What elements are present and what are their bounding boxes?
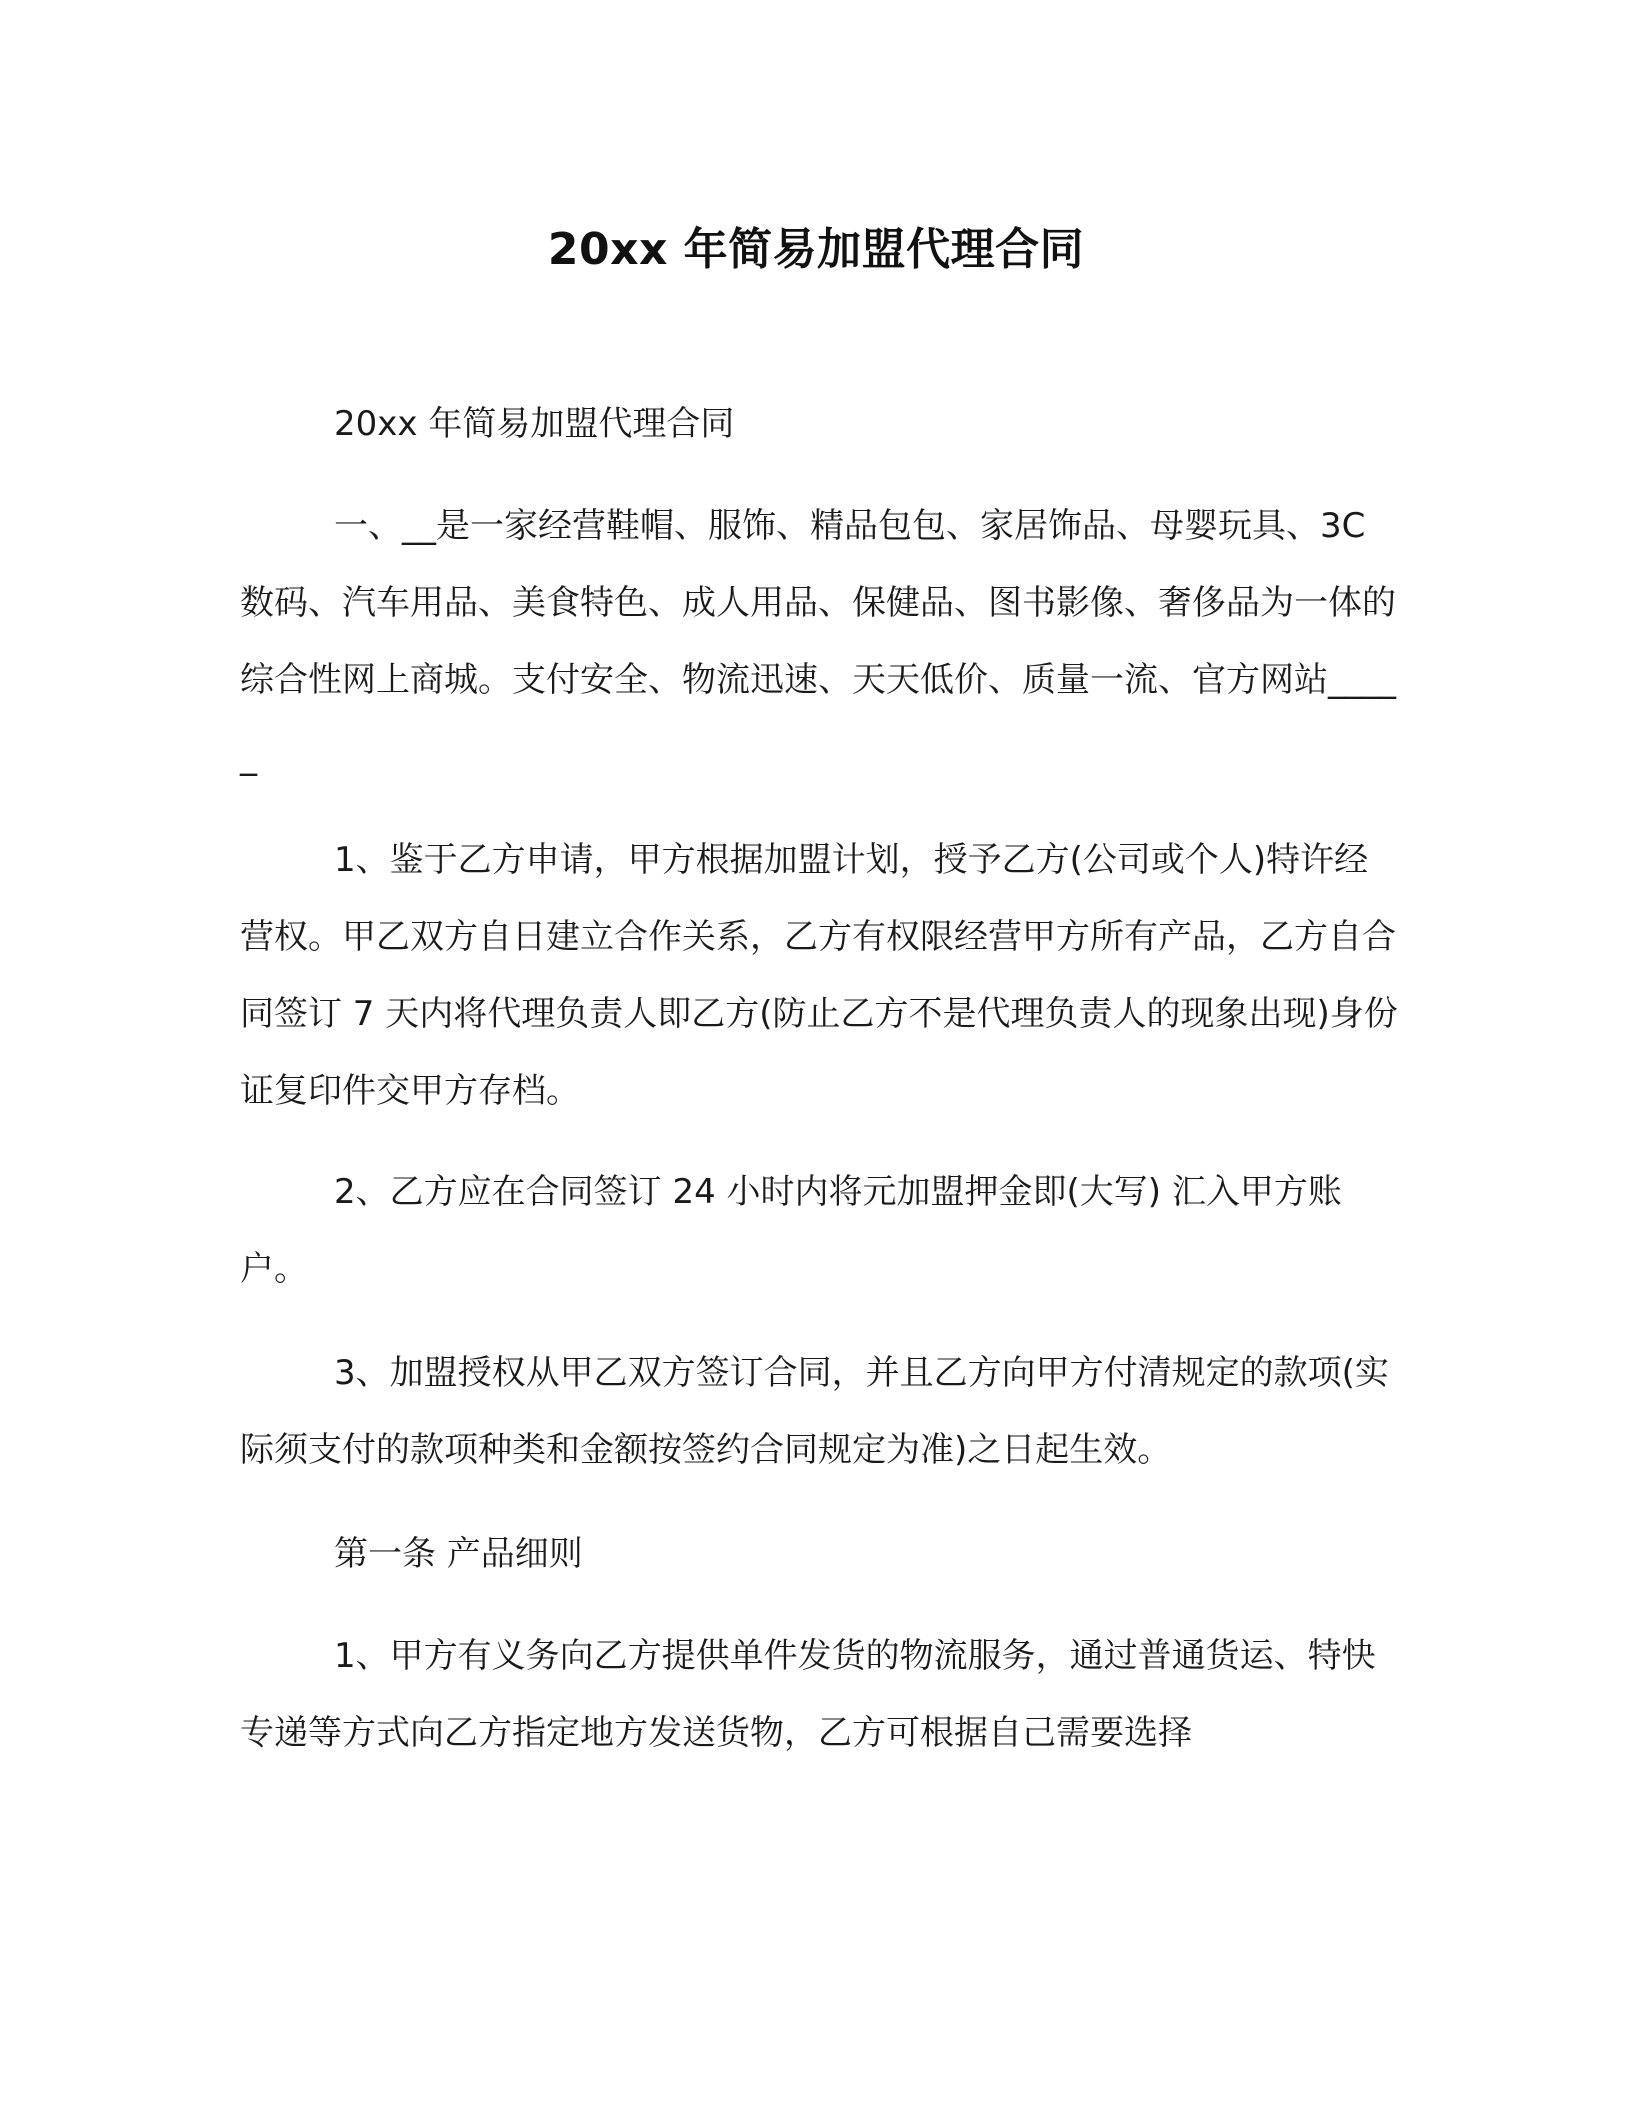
document-subtitle: 20xx 年简易加盟代理合同 [334,404,735,444]
article-1-heading-block [240,1516,1400,1593]
clause-3-block [240,1335,1400,1489]
intro-block [240,488,1400,796]
article-1-item-1-block [240,1618,1400,1772]
article-1-item-1-paragraph: 1、甲方有义务向乙方提供单件发货的物流服务，通过普通货运、特快专递等方式向乙方指定地方发送货物，乙方可根据自己需要选择 [240,1636,1376,1753]
clause-2-paragraph: 2、乙方应在合同签订 24 小时内将元加盟押金即(大写) 汇入甲方账户。 [240,1172,1342,1289]
clause-1-paragraph: 1、鉴于乙方申请，甲方根据加盟计划，授予乙方(公司或个人)特许经营权。甲乙双方自日建立合作关系，乙方有权限经营甲方所有产品，乙方自合同签订 7 天内将代理负责人即乙方(防止乙方不是代理负责人的现象出现)身份证复印件交甲方存档。 [240,840,1398,1111]
clause-1-block [240,822,1400,1130]
clause-2-block [240,1154,1400,1308]
clause-3-paragraph: 3、加盟授权从甲乙双方签订合同，并且乙方向甲方付清规定的款项(实际须支付的款项种类和金额按签约合同规定为准)之日起生效。 [240,1353,1389,1470]
article-1-heading: 第一条 产品细则 [334,1534,583,1574]
document-title: 20xx 年简易加盟代理合同 [547,224,1085,275]
subtitle-block [240,386,1400,463]
intro-paragraph: 一、__是一家经营鞋帽、服饰、精品包包、家居饰品、母婴玩具、3C 数码、汽车用品、美食特色、成人用品、保健品、图书影像、奢侈品为一体的综合性网上商城。支付安全、物流迅速、天天低价、质量一流、官方网站_____ [240,506,1396,777]
